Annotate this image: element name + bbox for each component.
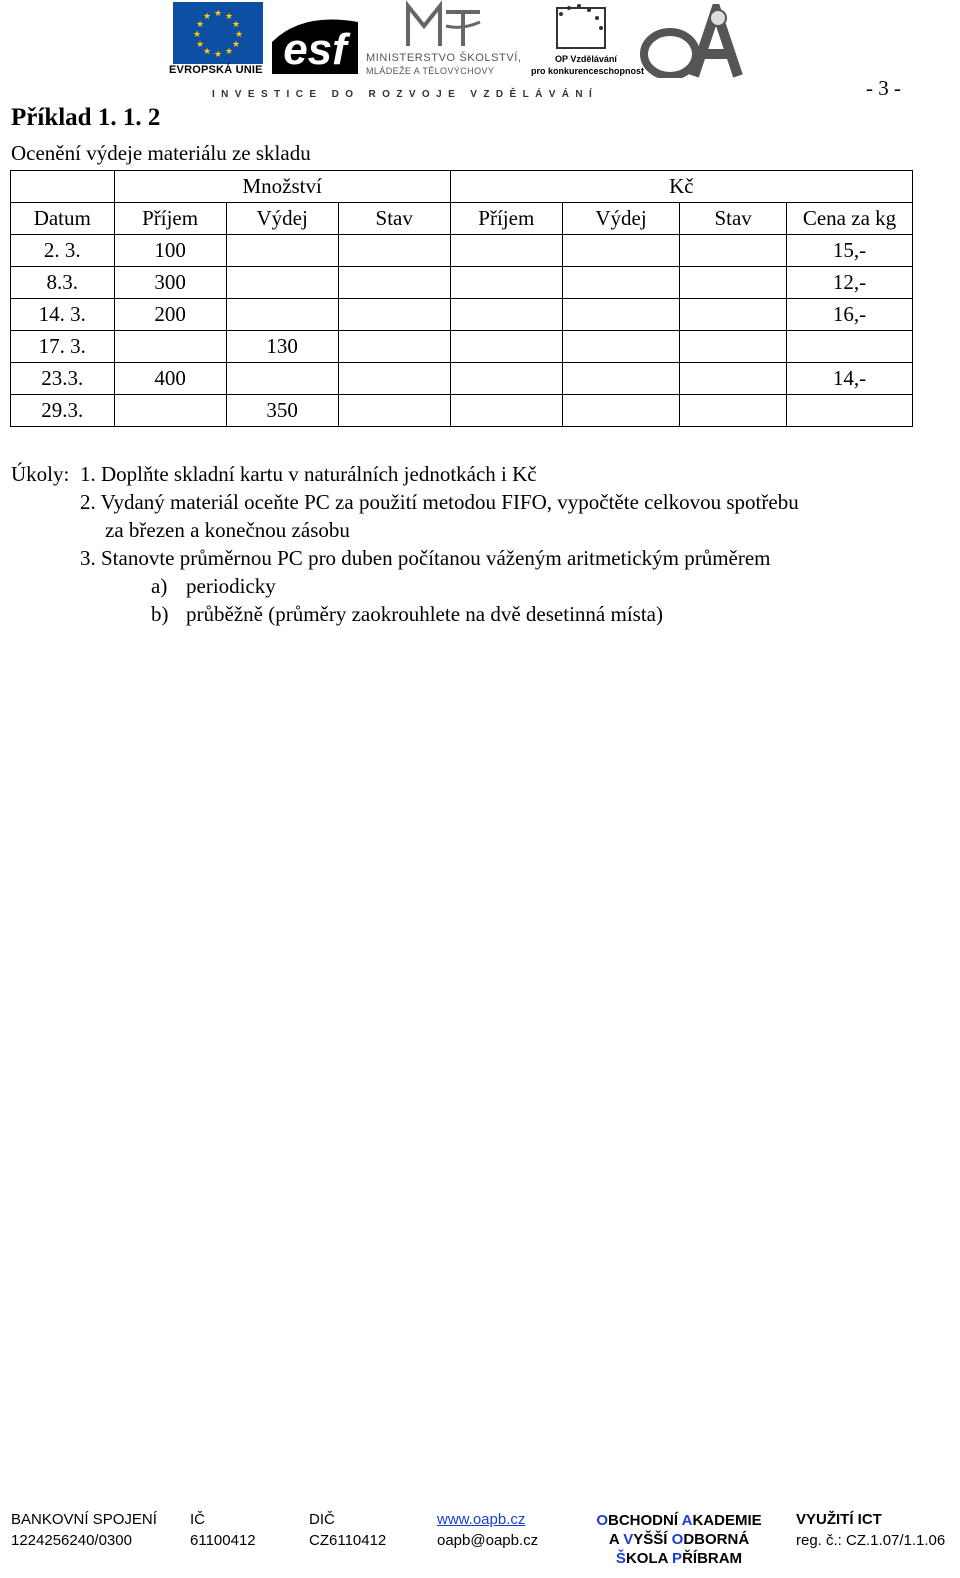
cell-qty-out: 130 xyxy=(226,331,338,363)
group-header-quantity: Množství xyxy=(114,171,450,203)
cell-czk-in xyxy=(450,267,562,299)
school-text: BCHODNÍ xyxy=(608,1512,682,1529)
cell-qty-in xyxy=(114,331,226,363)
footer-bank-label: BANKOVNÍ SPOJENÍ xyxy=(11,1511,157,1528)
svg-text:★: ★ xyxy=(195,20,205,30)
svg-text:★: ★ xyxy=(224,47,234,57)
page-title: Příklad 1. 1. 2 xyxy=(11,104,161,131)
school-initial: Š xyxy=(615,1550,626,1567)
cell-czk-balance xyxy=(680,331,787,363)
task-3a-text: periodicky xyxy=(186,574,276,598)
cell-qty-out xyxy=(226,235,338,267)
table-header-row xyxy=(11,203,913,235)
cell-qty-balance xyxy=(338,299,450,331)
footer-ict-label: VYUŽITÍ ICT xyxy=(796,1511,882,1528)
task-3: 3. Stanovte průměrnou PC pro duben počítanou váženým aritmetickým průměrem xyxy=(80,546,771,570)
footer-reg-number: reg. č.: CZ.1.07/1.1.06 xyxy=(796,1532,946,1549)
cell-czk-out xyxy=(562,235,679,267)
school-line-2 xyxy=(589,1530,769,1549)
svg-text:★: ★ xyxy=(224,12,234,22)
cell-qty-in: 100 xyxy=(114,235,226,267)
footer-email: oapb@oapb.cz xyxy=(437,1532,539,1549)
task-1: 1. Doplňte skladní kartu v naturálních jednotkách i Kč xyxy=(80,462,537,486)
cell-czk-balance xyxy=(680,363,787,395)
cell-qty-out: 350 xyxy=(226,395,338,427)
school-initial: O xyxy=(671,1531,684,1548)
col-header-czk-out: Výdej xyxy=(562,203,679,235)
oa-school-logo-icon xyxy=(640,4,748,78)
cell-qty-in: 200 xyxy=(114,299,226,331)
cell-czk-balance xyxy=(680,267,787,299)
cell-date: 17. 3. xyxy=(11,331,115,363)
table-row xyxy=(11,395,913,427)
msmt-line1: MINISTERSTVO ŠKOLSTVÍ, xyxy=(366,52,522,64)
school-line-3 xyxy=(589,1549,769,1568)
school-text: DBORNÁ xyxy=(683,1531,750,1548)
cell-czk-out xyxy=(562,363,679,395)
svg-text:★: ★ xyxy=(234,30,244,40)
cell-price: 14,- xyxy=(786,363,912,395)
task-3b-text: průběžně (průměry zaokrouhlete na dvě desetinná místa) xyxy=(186,602,663,626)
cell-price: 12,- xyxy=(786,267,912,299)
cell-qty-out xyxy=(226,267,338,299)
task-3a-letter: a) xyxy=(151,574,168,598)
cell-qty-in: 400 xyxy=(114,363,226,395)
school-initial: A xyxy=(681,1512,693,1529)
cell-qty-balance xyxy=(338,331,450,363)
msmt-logo xyxy=(366,0,526,78)
footer-ic-label: IČ xyxy=(190,1511,205,1528)
svg-text:esf: esf xyxy=(283,25,347,74)
svg-text:★: ★ xyxy=(231,40,241,50)
page-footer xyxy=(0,1510,960,1578)
invest-slogan: INVESTICE DO ROZVOJE VZDĚLÁVÁNÍ xyxy=(212,89,599,100)
cell-date: 14. 3. xyxy=(11,299,115,331)
school-text: YŠŠÍ xyxy=(633,1531,672,1548)
table-row xyxy=(11,267,913,299)
svg-text:★: ★ xyxy=(202,12,212,22)
school-initial: V xyxy=(623,1531,634,1548)
table-row xyxy=(11,331,913,363)
cell-czk-balance xyxy=(680,235,787,267)
cell-czk-out xyxy=(562,395,679,427)
col-header-date: Datum xyxy=(11,203,115,235)
table-row xyxy=(11,235,913,267)
msmt-line2: MLÁDEŽE A TĚLOVÝCHOVY xyxy=(366,66,495,76)
cell-qty-out xyxy=(226,363,338,395)
school-text: A xyxy=(608,1531,624,1548)
school-initial: O xyxy=(596,1512,609,1529)
tasks-label: Úkoly: xyxy=(11,462,70,486)
cell-qty-balance xyxy=(338,363,450,395)
footer-school-name xyxy=(589,1511,769,1568)
cell-qty-balance xyxy=(338,235,450,267)
cell-czk-out xyxy=(562,299,679,331)
page-number: - 3 - xyxy=(866,76,901,100)
svg-text:★: ★ xyxy=(192,30,202,40)
cell-czk-out xyxy=(562,267,679,299)
cell-czk-balance xyxy=(680,395,787,427)
footer-ic-value: 61100412 xyxy=(190,1532,256,1549)
footer-dic-value: CZ6110412 xyxy=(309,1532,387,1549)
cell-czk-in xyxy=(450,235,562,267)
cell-price xyxy=(786,331,912,363)
col-header-qty-out: Výdej xyxy=(226,203,338,235)
school-line-1 xyxy=(589,1511,769,1530)
task-2: 2. Vydaný materiál oceňte PC za použití metodou FIFO, vypočtěte celkovou spotřebu xyxy=(80,490,799,514)
msmt-mark-icon xyxy=(402,0,486,48)
cell-czk-in xyxy=(450,363,562,395)
op-logo xyxy=(531,0,645,78)
eu-text: EVROPSKÁ UNIE xyxy=(169,64,263,76)
footer-website-link[interactable]: www.oapb.cz xyxy=(437,1511,526,1528)
header-logos xyxy=(0,0,960,110)
col-header-czk-balance: Stav xyxy=(680,203,787,235)
table-row xyxy=(11,363,913,395)
col-header-qty-in: Příjem xyxy=(114,203,226,235)
task-3a xyxy=(151,572,276,600)
esf-logo-icon xyxy=(272,2,358,74)
cell-qty-in xyxy=(114,395,226,427)
cell-qty-balance xyxy=(338,395,450,427)
cell-czk-balance xyxy=(680,299,787,331)
svg-text:★: ★ xyxy=(202,47,212,57)
school-initial: P xyxy=(672,1550,683,1567)
cell-price xyxy=(786,395,912,427)
svg-text:★: ★ xyxy=(195,40,205,50)
page-subtitle: Ocenění výdeje materiálu ze skladu xyxy=(11,141,311,165)
eu-flag-icon xyxy=(173,2,263,64)
task-3b-letter: b) xyxy=(151,602,169,626)
op-line2: pro konkurenceschopnost xyxy=(531,66,645,76)
group-header-czk: Kč xyxy=(450,171,912,203)
cell-price: 15,- xyxy=(786,235,912,267)
col-header-qty-balance: Stav xyxy=(338,203,450,235)
cell-date: 23.3. xyxy=(11,363,115,395)
cell-date: 2. 3. xyxy=(11,235,115,267)
col-header-price-per-kg: Cena za kg xyxy=(786,203,912,235)
cell-date: 29.3. xyxy=(11,395,115,427)
svg-text:★: ★ xyxy=(213,9,223,19)
cell-date: 8.3. xyxy=(11,267,115,299)
school-text: KADEMIE xyxy=(692,1512,762,1529)
svg-text:★: ★ xyxy=(231,20,241,30)
cell-qty-in: 300 xyxy=(114,267,226,299)
cell-czk-in xyxy=(450,299,562,331)
cell-czk-in xyxy=(450,395,562,427)
table-group-header-row xyxy=(11,171,913,203)
cell-qty-balance xyxy=(338,267,450,299)
op-mark-icon xyxy=(551,0,611,52)
footer-bank-value: 1224256240/0300 xyxy=(11,1532,132,1549)
school-text: KOLA xyxy=(625,1550,673,1567)
cell-czk-out xyxy=(562,331,679,363)
group-header-empty xyxy=(11,171,115,203)
op-line1: OP Vzdělávání xyxy=(555,54,617,64)
cell-czk-in xyxy=(450,331,562,363)
task-3b xyxy=(151,600,663,628)
task-2-continued: za březen a konečnou zásobu xyxy=(105,518,350,542)
footer-dic-label: DIČ xyxy=(309,1511,335,1528)
school-text: ŘÍBRAM xyxy=(682,1550,743,1567)
col-header-czk-in: Příjem xyxy=(450,203,562,235)
stock-card-table xyxy=(10,170,913,427)
cell-qty-out xyxy=(226,299,338,331)
cell-price: 16,- xyxy=(786,299,912,331)
table-row xyxy=(11,299,913,331)
svg-text:★: ★ xyxy=(213,50,223,60)
